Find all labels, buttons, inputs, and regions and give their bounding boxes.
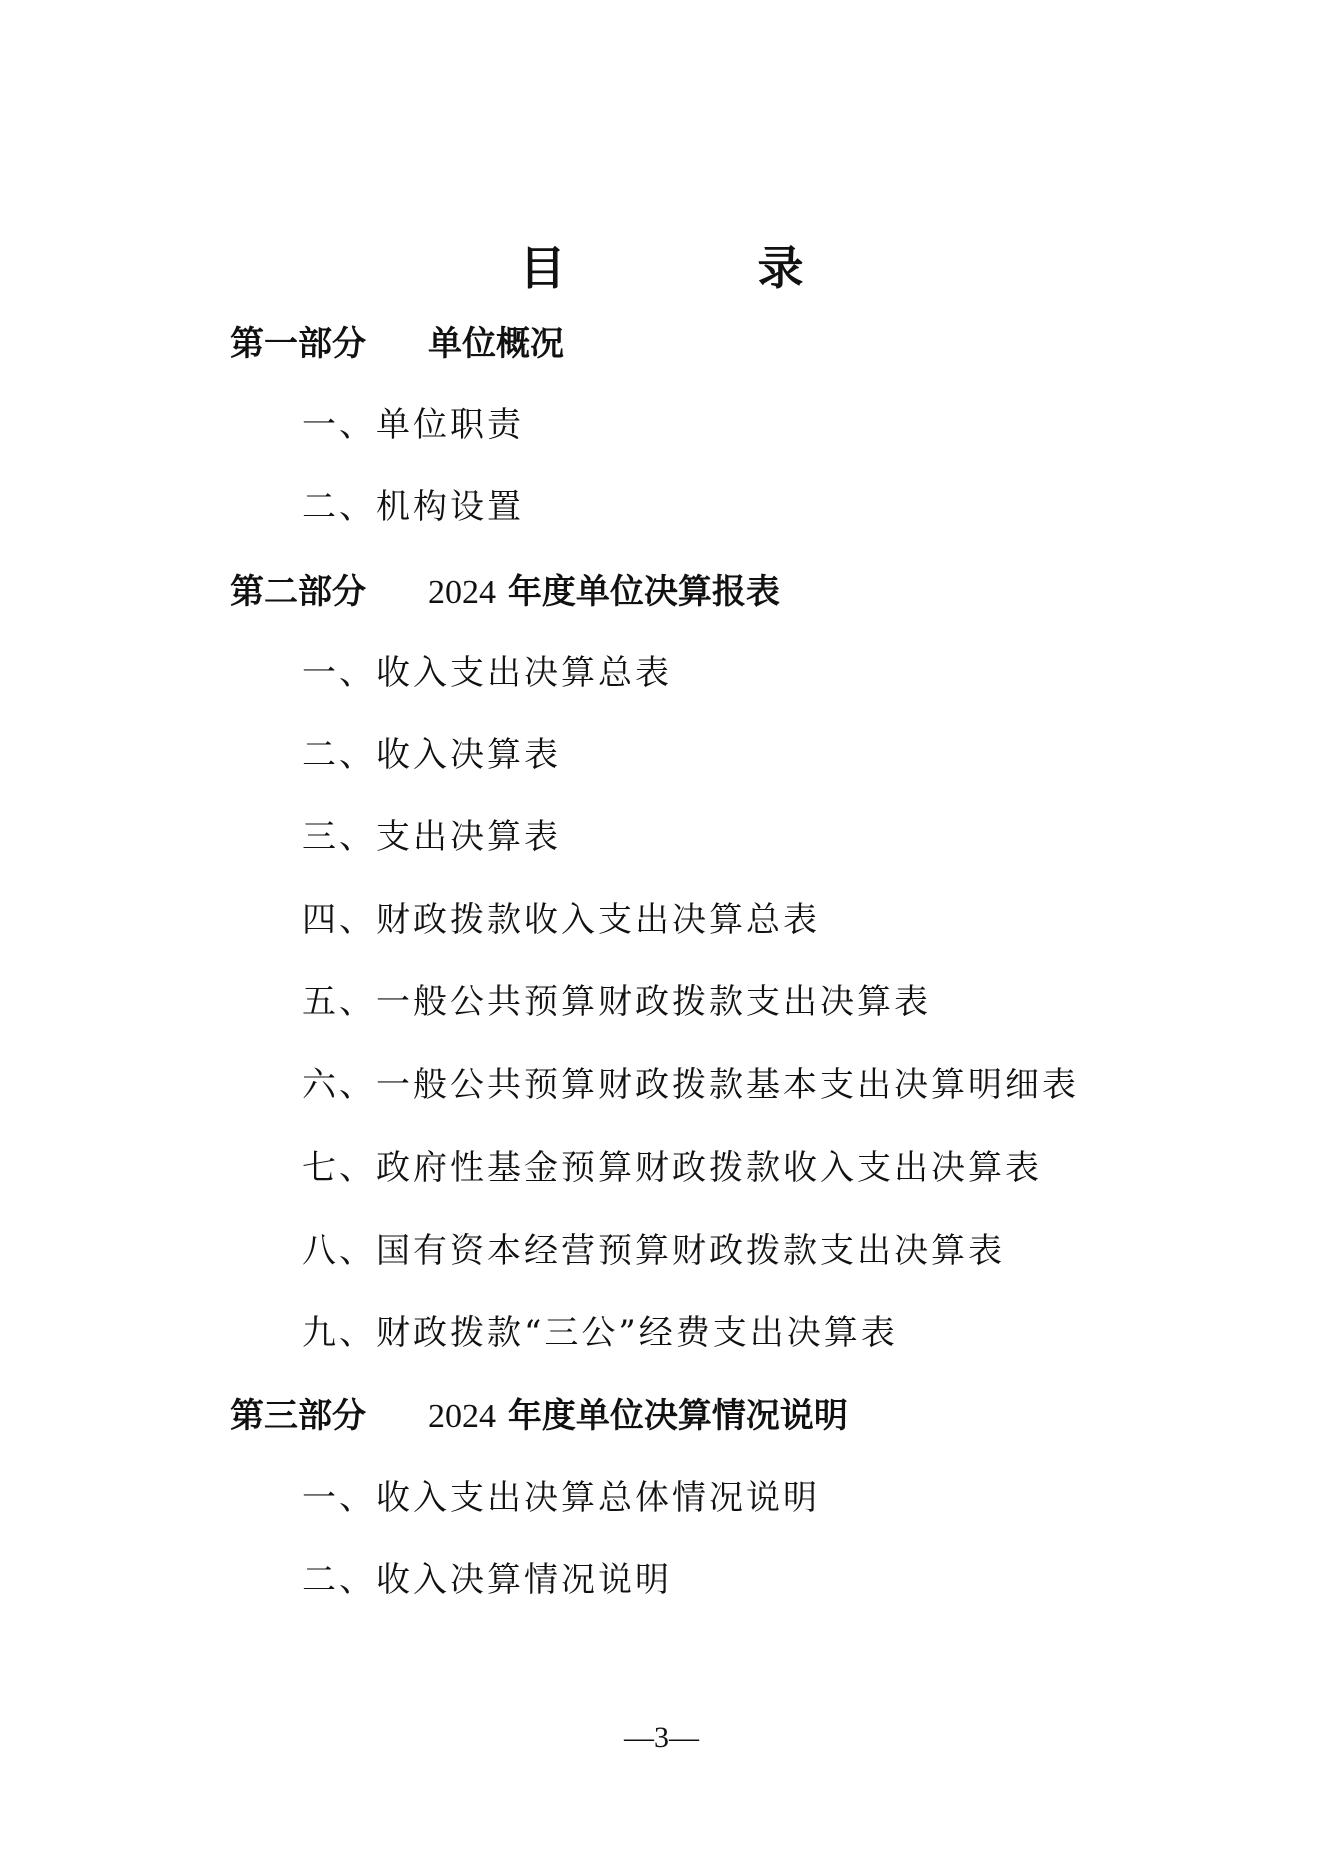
toc-item: 六、一般公共预算财政拨款基本支出决算明细表 [302,1065,1079,1105]
part-title [428,324,564,364]
toc-item: 二、收入决算表 [302,735,561,775]
toc-part-1 [230,322,564,366]
part-title-text: 年度单位决算情况说明 [507,1396,848,1436]
toc-part-3 [230,1394,848,1439]
toc-item: 一、收入支出决算总体情况说明 [302,1478,820,1518]
toc-item: 二、机构设置 [302,487,524,527]
part-year: 2024 [428,1398,496,1435]
part-label: 第二部分 [230,572,366,612]
part-label: 第三部分 [230,1396,366,1436]
part-title [428,572,780,612]
toc-item: 二、收入决算情况说明 [302,1560,672,1600]
toc-item: 三、支出决算表 [302,817,561,857]
part-title-text: 年度单位决算报表 [507,572,780,612]
part-label: 第一部分 [230,324,366,364]
toc-item: 一、收入支出决算总表 [302,653,672,693]
page-number: —3— [624,1721,699,1754]
toc-item: 七、政府性基金预算财政拨款收入支出决算表 [302,1148,1042,1188]
part-title [428,1396,848,1436]
page-title: 目 录 [519,241,892,295]
toc-item: 八、国有资本经营预算财政拨款支出决算表 [302,1231,1005,1271]
toc-part-2 [230,570,780,615]
part-title-text: 单位概况 [428,324,564,364]
part-year: 2024 [428,574,496,611]
toc-item: 一、单位职责 [302,405,524,445]
toc-item: 四、财政拨款收入支出决算总表 [302,900,820,940]
toc-item: 九、财政拨款“三公”经费支出决算表 [302,1313,898,1353]
toc-item: 五、一般公共预算财政拨款支出决算表 [302,982,931,1022]
